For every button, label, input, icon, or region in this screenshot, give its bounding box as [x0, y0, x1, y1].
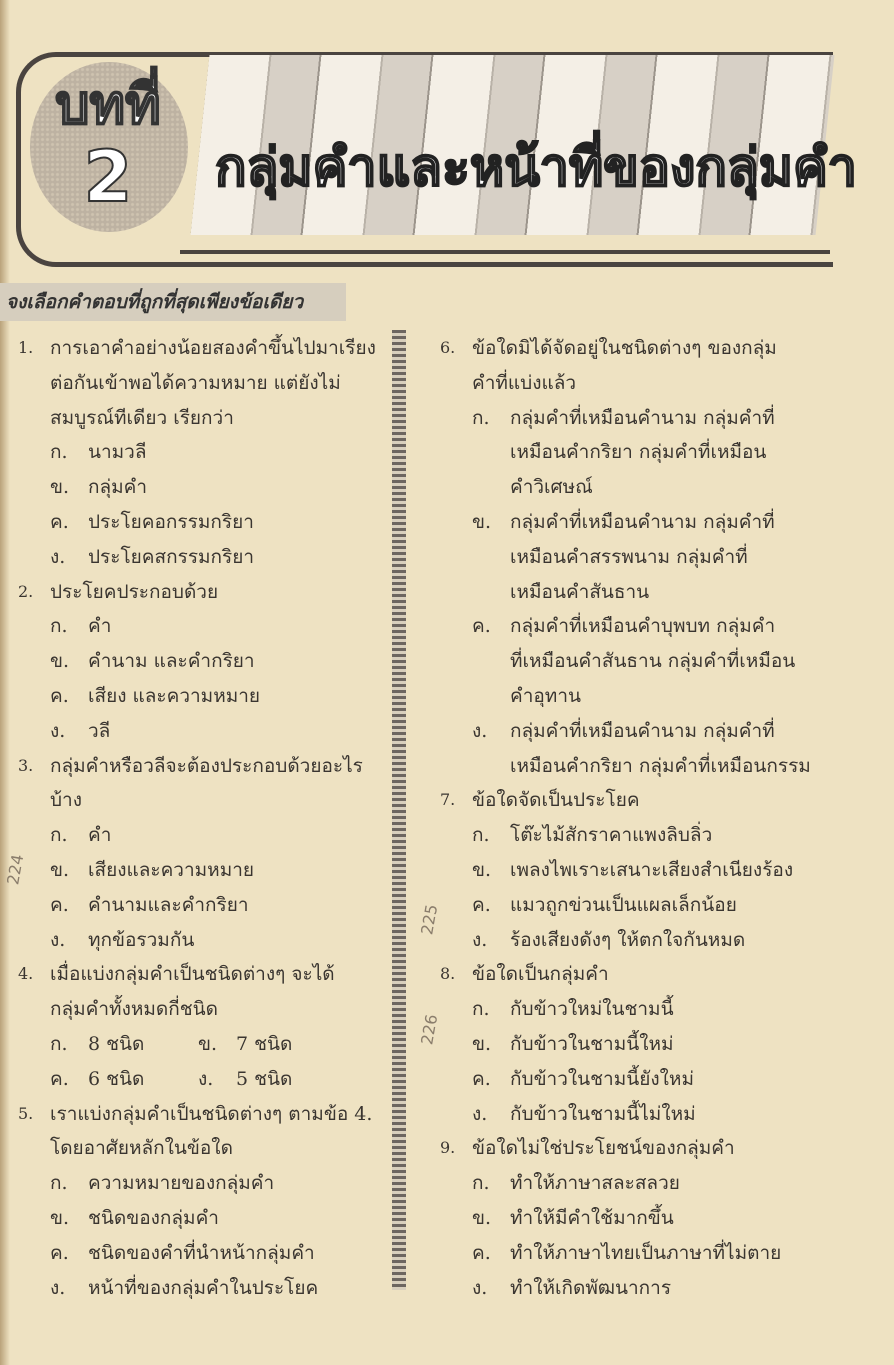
option-label: ง.	[50, 719, 66, 742]
question-text: บ้าง	[50, 789, 83, 812]
question-text: โดยอาศัยหลักในข้อใด	[50, 1137, 233, 1160]
option-label: ข.	[472, 1032, 492, 1055]
question-line	[18, 957, 388, 992]
question-text: กลุ่มคำทั้งหมดกี่ชนิด	[50, 998, 218, 1021]
option-text: คำอุทาน	[510, 684, 581, 707]
option-line	[440, 435, 820, 470]
question-number: 2.	[18, 581, 34, 601]
option-label: ง.	[50, 1276, 66, 1299]
question-text: คำที่แบ่งแล้ว	[472, 371, 577, 394]
option-label: ก.	[50, 615, 68, 638]
option-line	[440, 644, 820, 679]
option-line	[18, 1271, 388, 1306]
question-line	[440, 783, 820, 818]
chapter-label	[28, 73, 188, 218]
question-line	[440, 331, 820, 366]
option-text: ทำให้เกิดพัฒนาการ	[510, 1276, 672, 1299]
option-text: ทำให้มีคำใช้มากขึ้น	[510, 1206, 674, 1229]
option-label: ง.	[472, 928, 488, 951]
option-text: คำนามและคำกริยา	[88, 893, 249, 916]
question	[18, 1097, 388, 1306]
question	[440, 331, 820, 783]
option-label: ก.	[50, 824, 68, 847]
option-label: ข.	[472, 858, 492, 881]
option-text: 5 ชนิด	[236, 1067, 293, 1090]
question-line	[18, 992, 388, 1027]
option-label: ก.	[472, 998, 490, 1021]
option-label: ค.	[472, 1067, 491, 1090]
option-line	[18, 435, 388, 470]
option-text: ความหมายของกลุ่มคำ	[88, 1172, 275, 1195]
option-label: ค.	[50, 510, 69, 533]
option-line	[18, 470, 388, 505]
question-line	[18, 331, 388, 366]
question	[18, 575, 388, 749]
question	[18, 957, 388, 1096]
question-line	[18, 783, 388, 818]
left-column	[18, 331, 388, 1305]
option-line	[18, 505, 388, 540]
option-line	[440, 992, 820, 1027]
option-text: กับข้าวในชามนี้ยังใหม่	[510, 1067, 694, 1090]
option-text: ทำให้ภาษาไทยเป็นภาษาที่ไม่ตาย	[510, 1241, 782, 1264]
option-label: ก.	[472, 824, 490, 847]
question-text: สมบูรณ์ทีเดียว เรียกว่า	[50, 406, 234, 429]
option-label: ง.	[50, 928, 66, 951]
option-line	[440, 749, 820, 784]
option-label: ก.	[50, 441, 68, 464]
option-text: กลุ่มคำที่เหมือนคำนาม กลุ่มคำที่	[510, 510, 775, 533]
option-text: เพลงไพเราะเสนาะเสียงสำเนียงร้อง	[510, 858, 794, 881]
option-text: นามวลี	[88, 441, 147, 464]
option-line	[440, 1062, 820, 1097]
option-text: เสียง และความหมาย	[88, 684, 261, 707]
option-text: คำ	[88, 824, 112, 847]
option-text: 7 ชนิด	[236, 1032, 293, 1055]
option-line	[440, 1097, 820, 1132]
option-line	[18, 644, 388, 679]
option-text: ทุกข้อรวมกัน	[88, 928, 195, 951]
question-number: 3.	[18, 755, 34, 775]
option-line	[440, 1271, 820, 1306]
column-divider	[392, 330, 406, 1290]
page-edge-shadow	[0, 0, 10, 1365]
question-text: ต่อกันเข้าพอได้ความหมาย แต่ยังไม่	[50, 371, 341, 394]
question-text: เราแบ่งกลุ่มคำเป็นชนิดต่างๆ ตามข้อ 4.	[50, 1102, 373, 1125]
option-text: คำวิเศษณ์	[510, 476, 593, 499]
question-number: 7.	[440, 790, 456, 810]
option-line	[440, 818, 820, 853]
option-line	[440, 1166, 820, 1201]
question	[440, 957, 820, 1131]
option-line	[18, 923, 388, 958]
option-text: วลี	[88, 719, 111, 742]
question-text: ข้อใดมิได้จัดอยู่ในชนิดต่างๆ ของกลุ่ม	[472, 337, 777, 359]
question-line	[18, 575, 388, 610]
option-line	[18, 1062, 388, 1097]
question-number: 6.	[440, 338, 456, 357]
option-label: ง.	[198, 1067, 214, 1090]
option-line	[18, 1201, 388, 1236]
question-number: 5.	[18, 1103, 34, 1123]
question-text: เมื่อแบ่งกลุ่มคำเป็นชนิดต่างๆ จะได้	[50, 963, 335, 986]
option-line	[18, 1166, 388, 1201]
option-text: ประโยคอกรรมกริยา	[88, 510, 254, 533]
question-line	[18, 1097, 388, 1132]
option-line	[440, 401, 820, 436]
question-text: ข้อใดไม่ใช่ประโยชน์ของกลุ่มคำ	[472, 1137, 735, 1160]
option-text: ชนิดของกลุ่มคำ	[88, 1206, 219, 1229]
option-label: ก.	[50, 1032, 68, 1055]
option-text: ร้องเสียงดังๆ ให้ตกใจกันหมด	[510, 928, 746, 951]
option-line	[440, 714, 820, 749]
question-number: 9.	[440, 1138, 456, 1158]
option-text: ประโยคสกรรมกริยา	[88, 545, 255, 568]
chapter-number: 2	[83, 136, 133, 218]
option-line	[440, 888, 820, 923]
question-line	[440, 1131, 820, 1166]
option-label: ข.	[198, 1032, 218, 1055]
question-text: การเอาคำอย่างน้อยสองคำขึ้นไปมาเรียง	[50, 337, 376, 359]
question	[18, 749, 388, 958]
option-line	[440, 1201, 820, 1236]
option-line	[18, 818, 388, 853]
option-label: ค.	[50, 1067, 69, 1090]
option-label: ข.	[50, 858, 70, 881]
option-text: เสียงและความหมาย	[88, 858, 255, 881]
option-label: ง.	[50, 545, 66, 568]
question-line	[440, 957, 820, 992]
handwritten-note: 225	[417, 902, 442, 937]
question-text: ข้อใดเป็นกลุ่มคำ	[472, 963, 609, 986]
option-text: กลุ่มคำที่เหมือนคำนาม กลุ่มคำที่	[510, 406, 775, 429]
question-text: ประโยคประกอบด้วย	[50, 580, 219, 603]
option-label: ค.	[50, 1241, 69, 1264]
option-text: หน้าที่ของกลุ่มคำในประโยค	[88, 1276, 319, 1299]
option-text: 8 ชนิด	[88, 1032, 145, 1055]
option-line	[18, 609, 388, 644]
option-text: 6 ชนิด	[88, 1067, 145, 1090]
option-line	[18, 888, 388, 923]
option-label: ค.	[472, 1241, 491, 1264]
option-text: คำ	[88, 615, 112, 638]
question	[18, 331, 388, 575]
option-text: แมวถูกข่วนเป็นแผลเล็กน้อย	[510, 893, 737, 916]
option-text: โต๊ะไม้สักราคาแพงลิบลิ่ว	[510, 824, 713, 847]
option-text: กลุ่มคำที่เหมือนคำนาม กลุ่มคำที่	[510, 719, 775, 742]
chapter-word: บทที่	[55, 73, 161, 136]
question-number: 4.	[18, 964, 34, 984]
option-line	[18, 540, 388, 575]
option-label: ข.	[472, 1206, 492, 1229]
option-line	[440, 853, 820, 888]
option-label: ก.	[472, 406, 490, 429]
option-text: เหมือนคำกริยา กลุ่มคำที่เหมือน	[510, 441, 767, 464]
option-line	[440, 609, 820, 644]
right-column	[440, 331, 820, 1305]
chapter-title: กลุ่มคำและหน้าที่ของกลุ่มคำ	[215, 138, 858, 198]
option-label: ข.	[50, 650, 70, 673]
option-line	[440, 679, 820, 714]
option-text: เหมือนคำกริยา กลุ่มคำที่เหมือนกรรม	[510, 754, 811, 777]
question	[440, 1131, 820, 1305]
question	[440, 783, 820, 957]
option-line	[18, 853, 388, 888]
handwritten-note: 224	[3, 852, 28, 887]
option-label: ค.	[472, 615, 491, 638]
option-line	[18, 679, 388, 714]
option-text: เหมือนคำสรรพนาม กลุ่มคำที่	[510, 545, 748, 568]
option-label: ง.	[472, 1276, 488, 1299]
option-line	[440, 575, 820, 610]
question-line	[18, 1131, 388, 1166]
option-label: ข.	[50, 476, 70, 499]
option-label: ค.	[50, 893, 69, 916]
option-label: ง.	[472, 1102, 488, 1125]
option-text: ที่เหมือนคำสันธาน กลุ่มคำที่เหมือน	[510, 650, 796, 673]
instruction-heading: จงเลือกคำตอบที่ถูกที่สุดเพียงข้อเดียว	[0, 283, 346, 321]
option-line	[440, 1236, 820, 1271]
option-line	[440, 1027, 820, 1062]
option-line	[18, 714, 388, 749]
option-label: ค.	[50, 684, 69, 707]
question-text: กลุ่มคำหรือวลีจะต้องประกอบด้วยอะไร	[50, 754, 363, 777]
option-text: ชนิดของคำที่นำหน้ากลุ่มคำ	[88, 1241, 315, 1264]
option-text: ทำให้ภาษาสละสลวย	[510, 1172, 680, 1195]
option-label: ค.	[472, 893, 491, 916]
question-number: 1.	[18, 338, 34, 357]
question-text: ข้อใดจัดเป็นประโยค	[472, 789, 640, 812]
option-label: ก.	[50, 1172, 68, 1195]
option-text: กลุ่มคำที่เหมือนคำบุพบท กลุ่มคำ	[510, 615, 776, 638]
option-label: ง.	[472, 719, 488, 742]
option-text: กับข้าวในชามนี้ใหม่	[510, 1032, 674, 1055]
question-line	[18, 749, 388, 784]
question-line	[440, 366, 820, 401]
option-line	[440, 470, 820, 505]
question-line	[18, 366, 388, 401]
handwritten-note: 226	[417, 1012, 442, 1047]
option-label: ข.	[472, 510, 492, 533]
option-text: กับข้าวใหม่ในชามนี้	[510, 998, 674, 1021]
option-label: ข.	[50, 1206, 70, 1229]
option-text: กลุ่มคำ	[88, 476, 148, 499]
option-line	[440, 923, 820, 958]
option-line	[440, 505, 820, 540]
question-number: 8.	[440, 964, 456, 984]
option-text: กับข้าวในชามนี้ไม่ใหม่	[510, 1102, 696, 1125]
question-line	[18, 401, 388, 436]
option-label: ก.	[472, 1172, 490, 1195]
option-text: คำนาม และคำกริยา	[88, 650, 255, 673]
header-rule	[180, 250, 830, 254]
option-line	[440, 540, 820, 575]
option-line	[18, 1236, 388, 1271]
option-text: เหมือนคำสันธาน	[510, 580, 650, 603]
option-line	[18, 1027, 388, 1062]
